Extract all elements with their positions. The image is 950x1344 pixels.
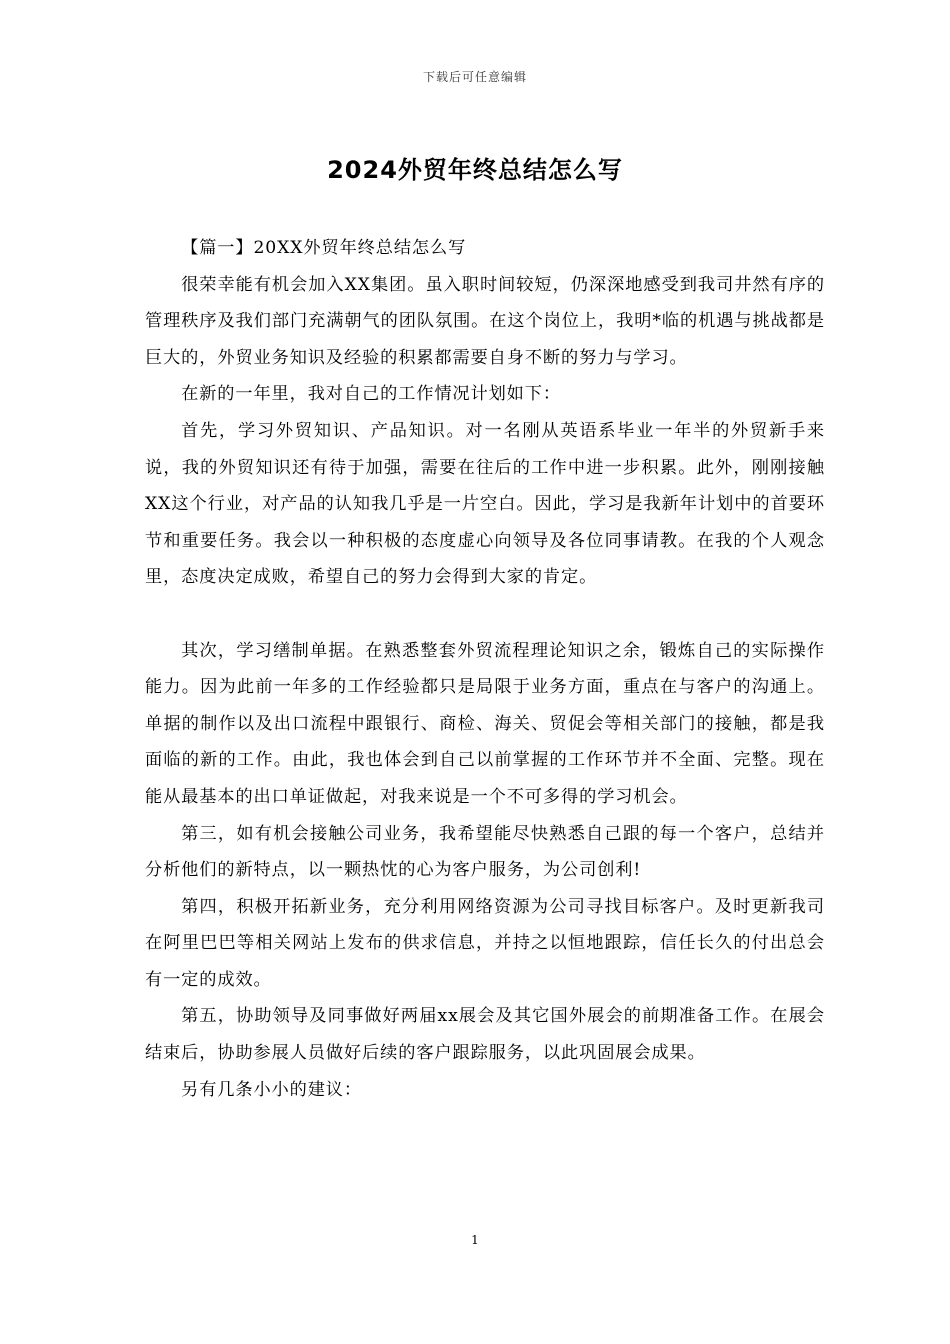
paragraph: 第四，积极开拓新业务，充分利用网络资源为公司寻找目标客户。及时更新我司在阿里巴巴等相关网站上发布的供求信息，并持之以恒地跟踪，信任长久的付出总会有一定的成效。 [145, 896, 825, 990]
paragraph: 在新的一年里，我对自己的工作情况计划如下： [181, 384, 561, 405]
blank-line [145, 596, 825, 633]
document-body [145, 230, 825, 1108]
header-note: 下载后可任意编辑 [422, 70, 527, 84]
document-title: 2024外贸年终总结怎么写 [327, 156, 623, 184]
paragraph: 很荣幸能有机会加入XX集团。虽入职时间较短，仍深深地感受到我司井然有序的管理秩序及我们部门充满朝气的团队氛围。在这个岗位上，我明*临的机遇与挑战都是巨大的，外贸业务知识及经验的积累都需要自身不断的努力与学习。 [145, 274, 825, 368]
paragraph: 第三，如有机会接触公司业务，我希望能尽快熟悉自己跟的每一个客户，总结并分析他们的新特点，以一颗热忱的心为客户服务，为公司创利! [145, 823, 825, 881]
page-number: 1 [471, 1233, 479, 1247]
paragraph: 首先，学习外贸知识、产品知识。对一名刚从英语系毕业一年半的外贸新手来说，我的外贸知识还有待于加强，需要在往后的工作中进一步积累。此外，刚刚接触XX这个行业，对产品的认知我几乎是一片空白。因此，学习是我新年计划中的首要环节和重要任务。我会以一种积极的态度虚心向领导及各位同事请教。在我的个人观念里，态度决定成败，希望自己的努力会得到大家的肯定。 [145, 420, 825, 588]
paragraph: 第五，协助领导及同事做好两届xx展会及其它国外展会的前期准备工作。在展会结束后，协助参展人员做好后续的客户跟踪服务，以此巩固展会成果。 [145, 1006, 825, 1064]
paragraph: 另有几条小小的建议： [181, 1079, 362, 1100]
section-heading: 【篇一】20XX外贸年终总结怎么写 [181, 238, 467, 258]
paragraph: 其次，学习缮制单据。在熟悉整套外贸流程理论知识之余，锻炼自己的实际操作能力。因为此前一年多的工作经验都只是局限于业务方面，重点在与客户的沟通上。单据的制作以及出口流程中跟银行、商检、海关、贸促会等相关部门的接触，都是我面临的新的工作。由此，我也体会到自己以前掌握的工作环节并不全面、完整。现在能从最基本的出口单证做起，对我来说是一个不可多得的学习机会。 [145, 640, 825, 807]
